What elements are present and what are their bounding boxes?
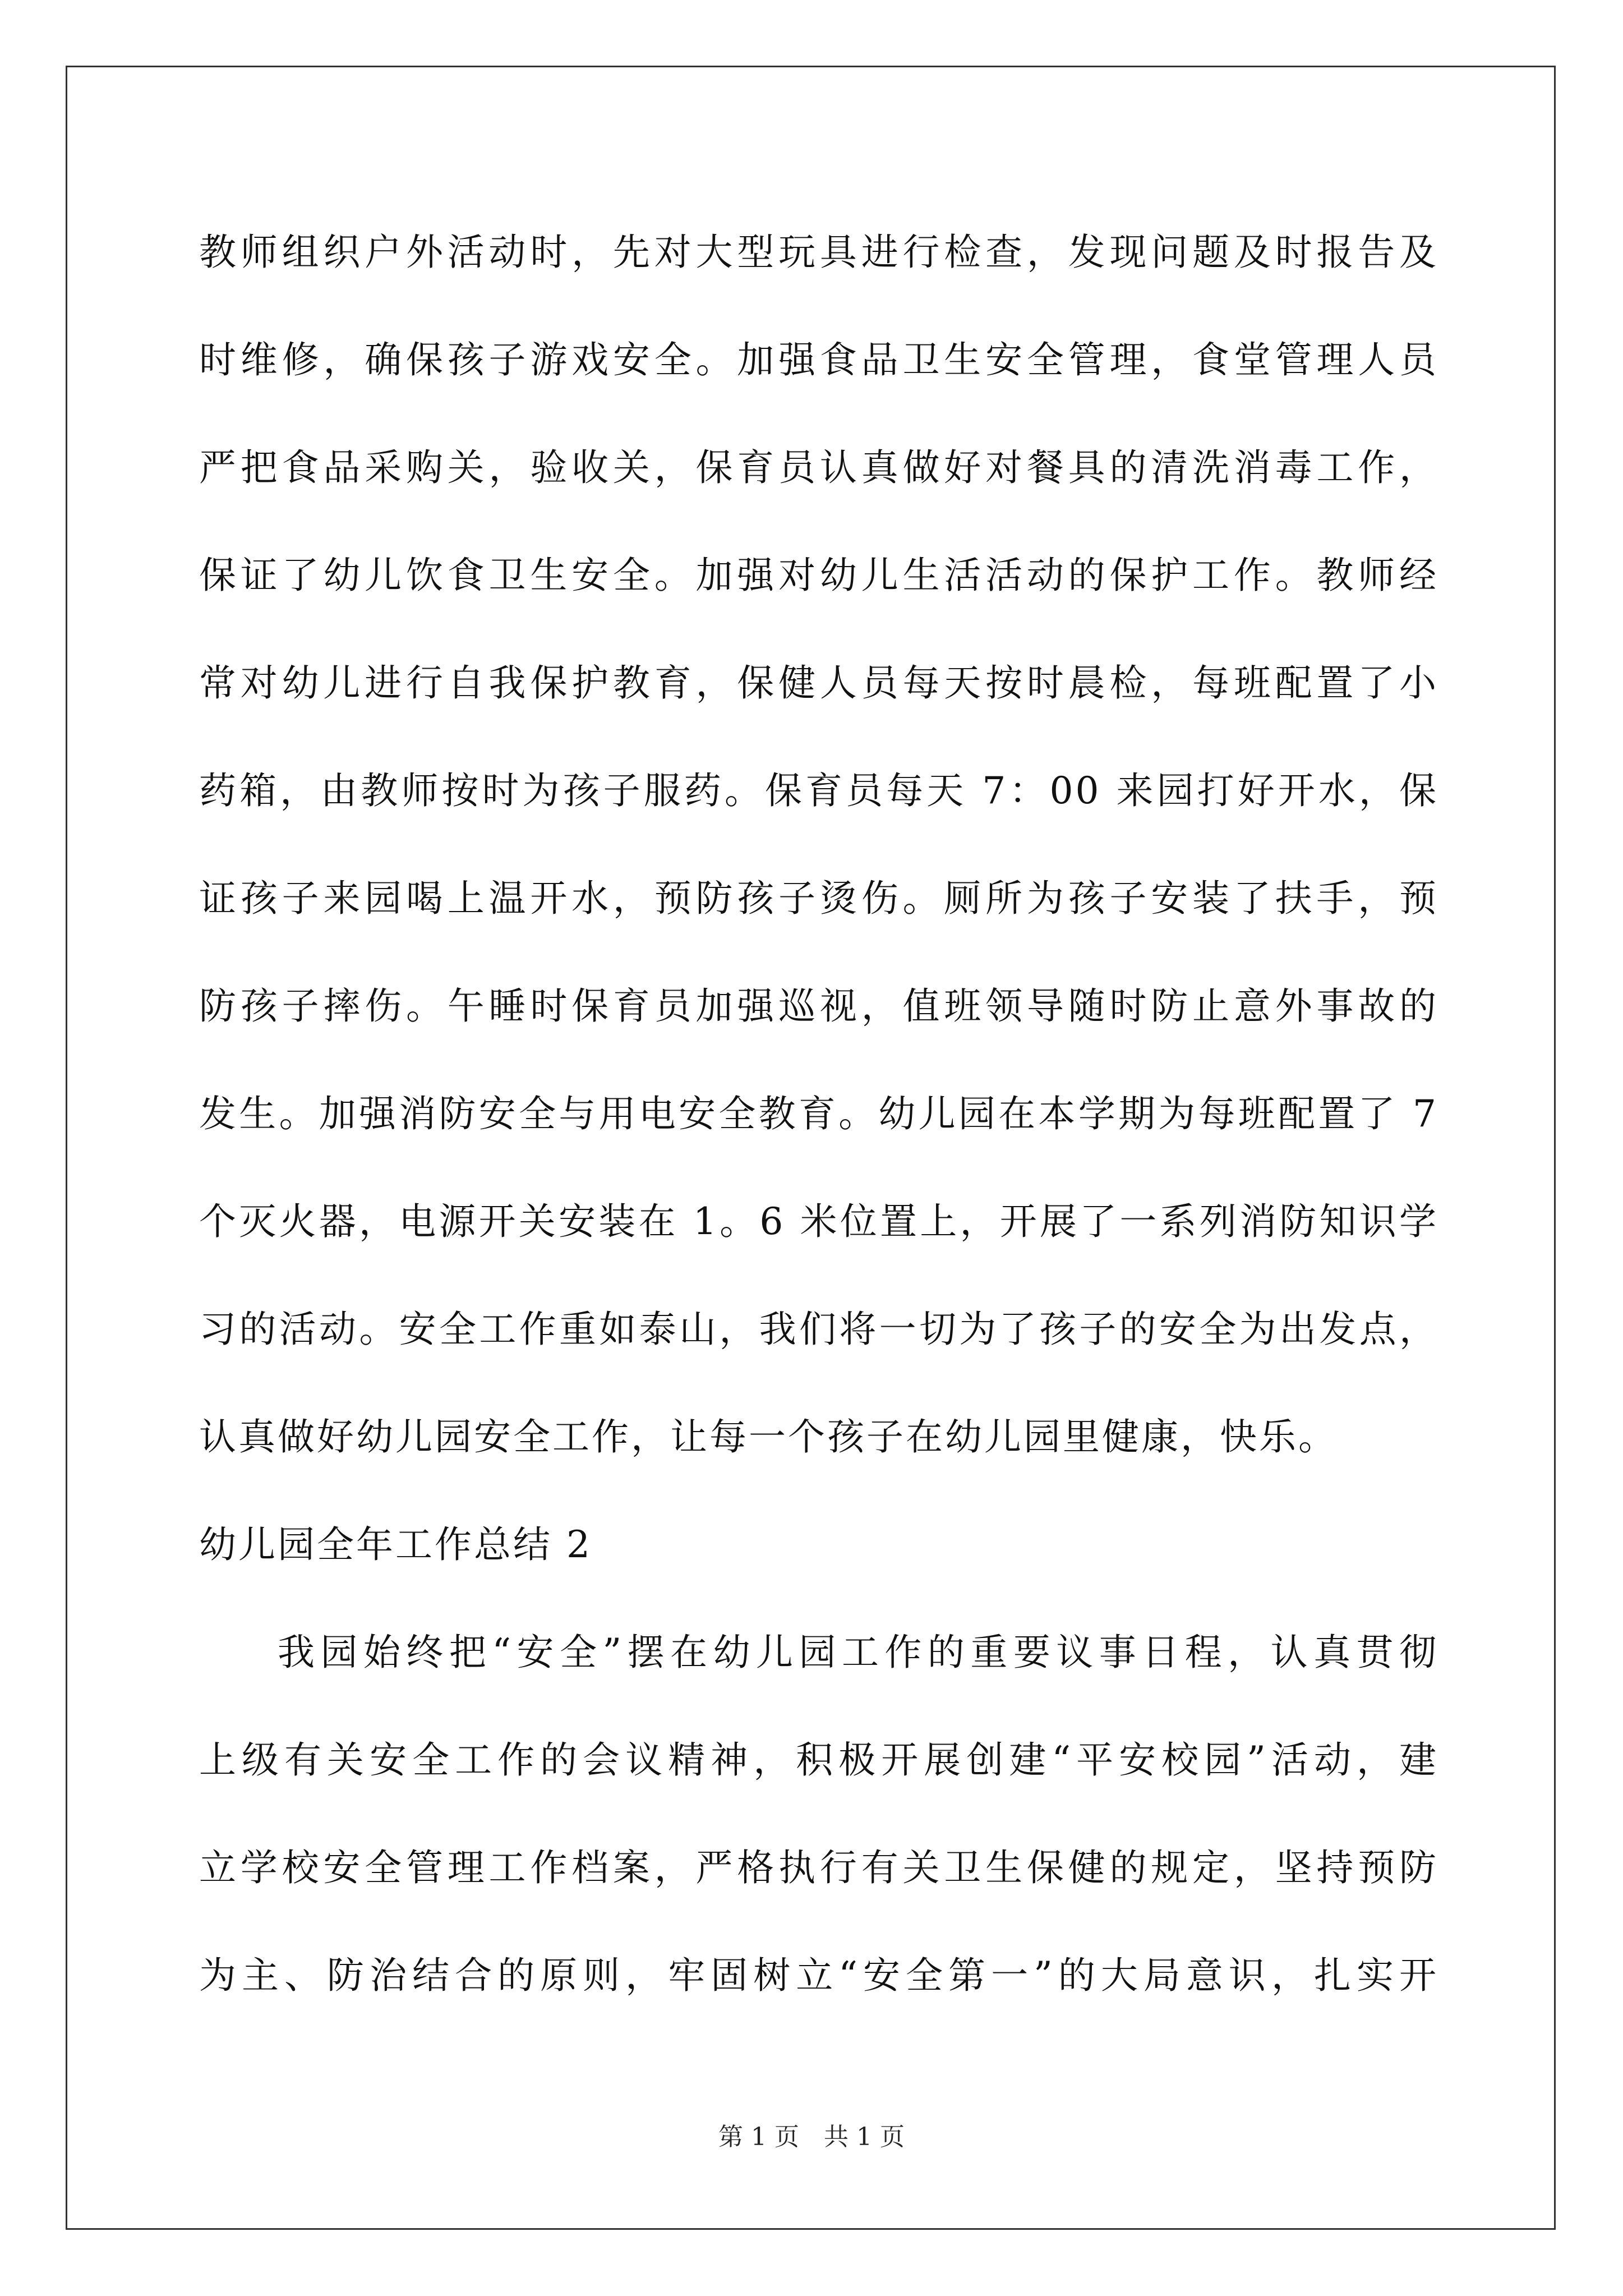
body-text-line: 上级有关安全工作的会议精神，积极开展创建“平安校园”活动，建 bbox=[199, 1738, 1438, 1782]
body-text-line: 教师组织户外活动时，先对大型玩具进行检查，发现问题及时报告及 bbox=[199, 231, 1438, 274]
body-text-line: 个灭火器，电源开关安装在 1。6 米位置上，开展了一系列消防知识学 bbox=[199, 1200, 1438, 1243]
body-text-line: 为主、防治结合的原则，牢固树立“安全第一”的大局意识，扎实开 bbox=[199, 1954, 1438, 1997]
body-text-line: 常对幼儿进行自我保护教育，保健人员每天按时晨检，每班配置了小 bbox=[199, 661, 1438, 705]
body-text-line: 认真做好幼儿园安全工作，让每一个孩子在幼儿园里健康，快乐。 bbox=[199, 1415, 1338, 1458]
body-text-line: 防孩子摔伤。午睡时保育员加强巡视，值班领导随时防止意外事故的 bbox=[199, 984, 1438, 1028]
body-text-line: 证孩子来园喝上温开水，预防孩子烫伤。厕所为孩子安装了扶手，预 bbox=[199, 877, 1438, 920]
page-footer: 第 1 页 共 1 页 bbox=[718, 2123, 905, 2151]
body-text-line: 时维修，确保孩子游戏安全。加强食品卫生安全管理，食堂管理人员 bbox=[199, 338, 1438, 381]
body-text-line: 立学校安全管理工作档案，严格执行有关卫生保健的规定，坚持预防 bbox=[199, 1846, 1438, 1889]
body-text-line: 习的活动。安全工作重如泰山，我们将一切为了孩子的安全为出发点， bbox=[199, 1308, 1438, 1351]
body-text-line: 严把食品采购关，验收关，保育员认真做好对餐具的清洗消毒工作， bbox=[199, 446, 1438, 489]
section-title: 幼儿园全年工作总结 2 bbox=[199, 1523, 592, 1566]
body-text-line: 保证了幼儿饮食卫生安全。加强对幼儿生活活动的保护工作。教师经 bbox=[199, 554, 1438, 597]
page-frame bbox=[66, 66, 1556, 2230]
body-text-line: 药箱，由教师按时为孩子服药。保育员每天 7：00 来园打好开水，保 bbox=[199, 769, 1438, 812]
body-text-line: 发生。加强消防安全与用电安全教育。幼儿园在本学期为每班配置了 7 bbox=[199, 1092, 1438, 1135]
body-text-line: 我园始终把“安全”摆在幼儿园工作的重要议事日程，认真贯彻 bbox=[278, 1631, 1438, 1674]
